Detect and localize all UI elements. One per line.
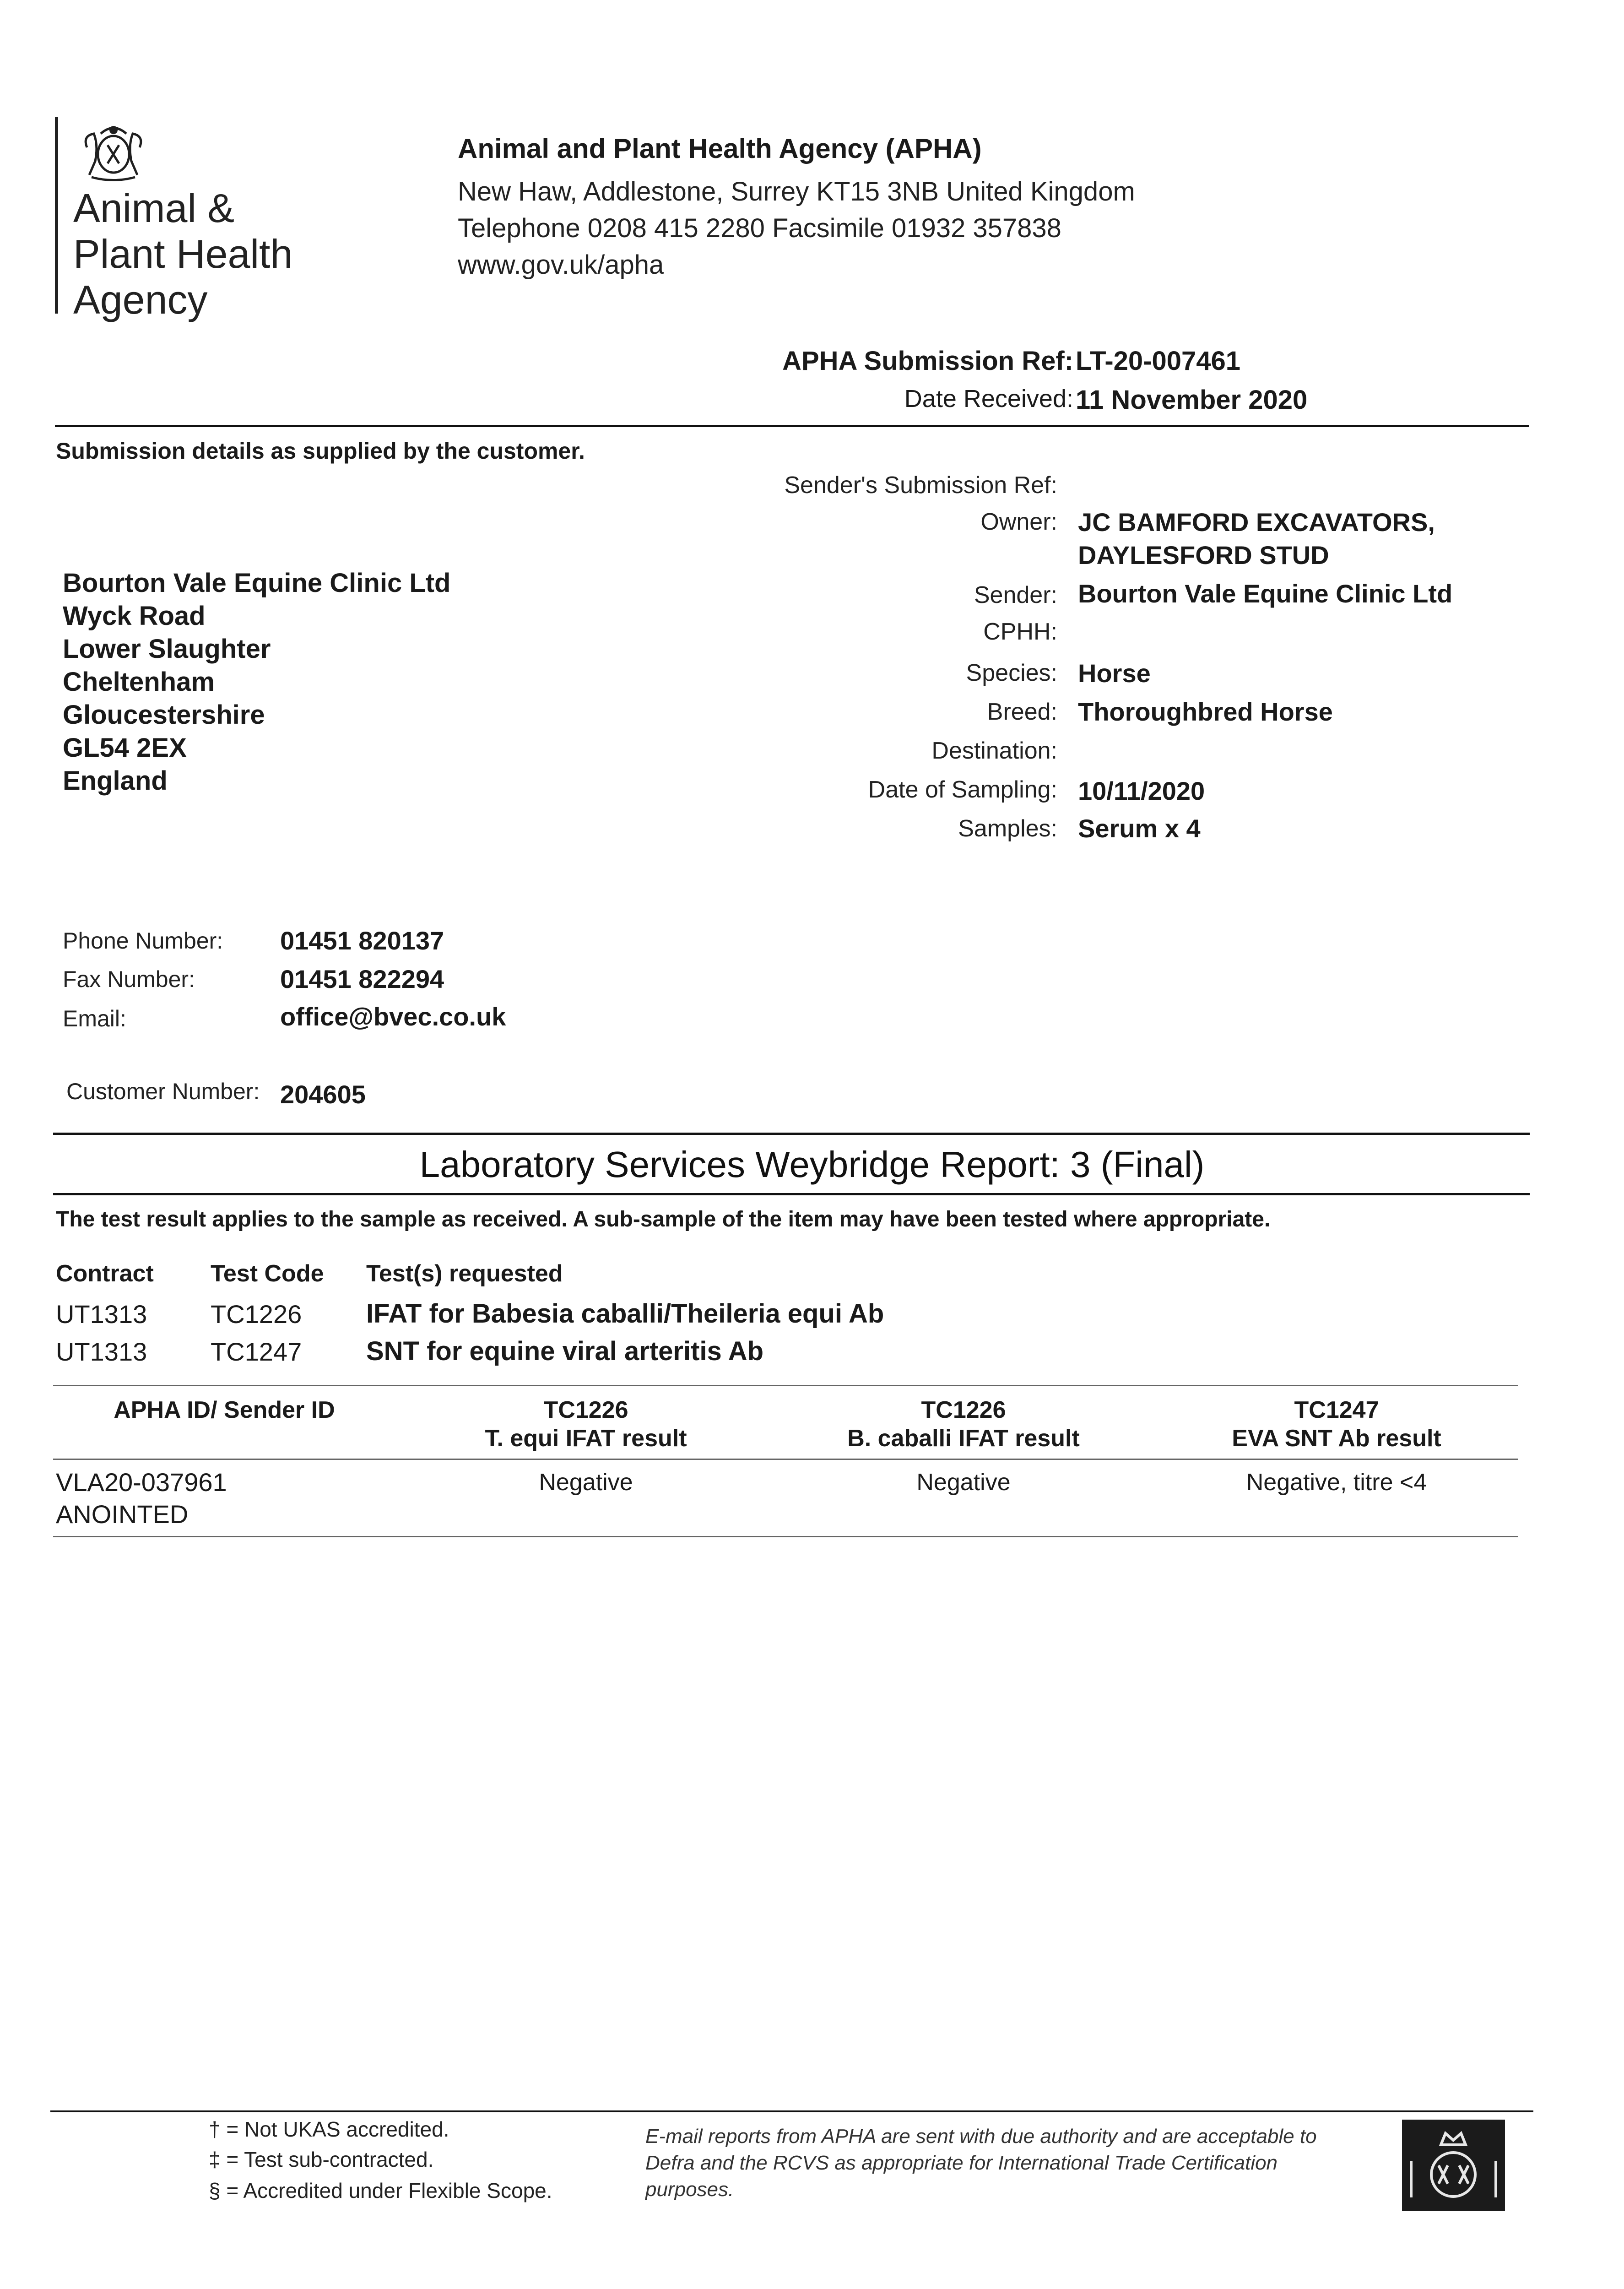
phone-value: 01451 820137 [280, 926, 444, 955]
ukas-accreditation-icon [1402, 2120, 1505, 2211]
phone-label: Phone Number: [63, 928, 223, 954]
results-header-bcaballi-name: B. caballi IFAT result [847, 1425, 1080, 1452]
result-eva: Negative, titre <4 [1246, 1469, 1427, 1496]
report-top-divider [53, 1133, 1530, 1135]
customer-number-label: Customer Number: [66, 1079, 260, 1104]
address-line-3: Lower Slaughter [63, 634, 271, 664]
test-row-2-contract: UT1313 [56, 1337, 147, 1366]
results-header-eva-name: EVA SNT Ab result [1232, 1425, 1441, 1452]
date-received-value: 11 November 2020 [1076, 385, 1308, 415]
species-label: Species: [966, 660, 1057, 686]
email-label: Email: [63, 1006, 126, 1031]
fax-value: 01451 822294 [280, 965, 444, 993]
results-header-tequi-name: T. equi IFAT result [485, 1425, 687, 1452]
results-top-divider [53, 1385, 1518, 1386]
agency-name: Animal and Plant Health Agency (APHA) [458, 133, 982, 164]
test-row-1-requested: IFAT for Babesia caballi/Theileria equi Ab [366, 1299, 884, 1329]
result-tequi: Negative [539, 1469, 633, 1496]
sampling-date-label: Date of Sampling: [868, 776, 1057, 803]
test-row-1-code: TC1226 [211, 1300, 302, 1329]
samples-value: Serum x 4 [1078, 814, 1201, 843]
owner-value-line-2: DAYLESFORD STUD [1078, 541, 1329, 570]
results-header-id: APHA ID/ Sender ID [114, 1397, 335, 1423]
senders-ref-label: Sender's Submission Ref: [784, 472, 1057, 499]
test-row-1-contract: UT1313 [56, 1300, 147, 1329]
footnote-sub-contracted: ‡ = Test sub-contracted. [209, 2148, 434, 2171]
footnote-not-ukas: † = Not UKAS accredited. [209, 2117, 449, 2141]
address-line-2: Wyck Road [63, 601, 206, 631]
email-value[interactable]: office@bvec.co.uk [280, 1002, 506, 1031]
address-line-1: Bourton Vale Equine Clinic Ltd [63, 568, 451, 598]
address-line-4: Cheltenham [63, 667, 215, 697]
breed-value: Thoroughbred Horse [1078, 697, 1333, 726]
report-bottom-divider [53, 1193, 1530, 1195]
test-row-2-code: TC1247 [211, 1337, 302, 1366]
tests-header-requested: Test(s) requested [366, 1260, 563, 1287]
test-row-2-requested: SNT for equine viral arteritis Ab [366, 1336, 764, 1366]
email-authority-note: E-mail reports from APHA are sent with due authority and are acceptable to Defra and the RCVS as appropriate for International Trade Certification purposes. [645, 2125, 1317, 2201]
owner-value-line-1: JC BAMFORD EXCAVATORS, [1078, 508, 1435, 537]
sender-label: Sender: [974, 582, 1057, 608]
result-apha-id: VLA20-037961 [56, 1468, 227, 1497]
destination-label: Destination: [931, 738, 1057, 764]
samples-label: Samples: [958, 815, 1057, 842]
agency-website: www.gov.uk/apha [458, 250, 664, 280]
agency-telephone: Telephone 0208 415 2280 Facsimile 01932 357838 [458, 213, 1061, 243]
results-bottom-divider [53, 1536, 1518, 1537]
date-received-label: Date Received: [904, 385, 1073, 412]
results-header-eva-code: TC1247 [1294, 1397, 1379, 1423]
footnote-flexible-scope: § = Accredited under Flexible Scope. [209, 2179, 552, 2202]
logo-text-line-3: Agency [73, 277, 208, 322]
address-line-5: Gloucestershire [63, 700, 265, 730]
result-bcaballi: Negative [916, 1469, 1011, 1496]
royal-crest-icon [73, 120, 153, 182]
submission-ref-label: APHA Submission Ref: [782, 346, 1073, 376]
address-line-6: GL54 2EX [63, 733, 187, 763]
submission-details-heading: Submission details as supplied by the customer. [56, 438, 585, 464]
sampling-date-value: 10/11/2020 [1078, 776, 1205, 805]
results-header-tequi-code: TC1226 [543, 1397, 628, 1423]
sender-value: Bourton Vale Equine Clinic Ltd [1078, 579, 1453, 608]
results-header-bcaballi-code: TC1226 [921, 1397, 1006, 1423]
header-divider [55, 425, 1529, 427]
applies-note: The test result applies to the sample as received. A sub-sample of the item may have been tested where appropriate. [56, 1207, 1271, 1231]
results-header-divider [53, 1459, 1518, 1460]
submission-ref-value: LT-20-007461 [1076, 346, 1241, 376]
address-line-7: England [63, 766, 168, 796]
tests-header-code: Test Code [211, 1260, 324, 1287]
breed-label: Breed: [987, 699, 1057, 725]
customer-number-value: 204605 [280, 1080, 366, 1109]
owner-label: Owner: [980, 509, 1057, 535]
logo-text-line-1: Animal & [73, 185, 235, 231]
tests-header-contract: Contract [56, 1260, 154, 1287]
cphh-label: CPHH: [983, 618, 1057, 645]
species-value: Horse [1078, 659, 1151, 688]
result-sender-id: ANOINTED [56, 1500, 189, 1529]
agency-address: New Haw, Addlestone, Surrey KT15 3NB United Kingdom [458, 177, 1135, 206]
report-title: Laboratory Services Weybridge Report: 3 (Final) [419, 1144, 1205, 1185]
fax-label: Fax Number: [63, 966, 195, 992]
logo-text-line-2: Plant Health [73, 231, 293, 277]
footer-divider [50, 2110, 1533, 2112]
logo-divider [55, 117, 58, 314]
